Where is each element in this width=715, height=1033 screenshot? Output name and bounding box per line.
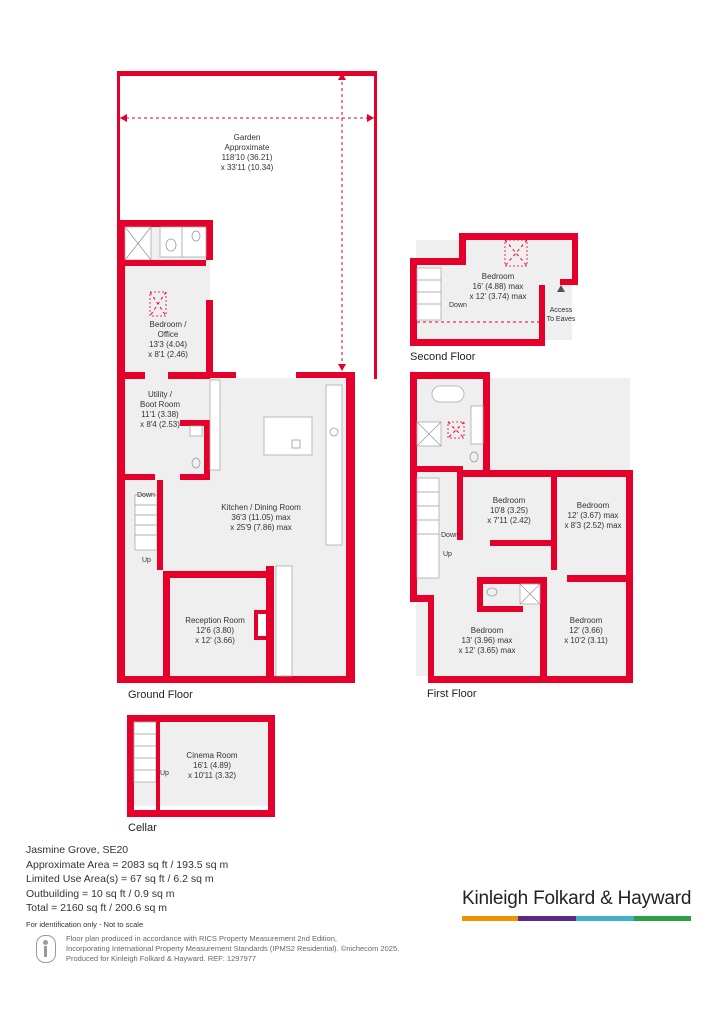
ground-floor-title: Ground Floor (128, 689, 193, 701)
r-l3: x 12' (3.66) (195, 636, 235, 645)
limited-use-area: Limited Use Area(s) = 67 sq ft / 6.2 sq m (26, 873, 214, 885)
disclaimer (66, 934, 399, 964)
c-l1: Cinema Room (186, 751, 238, 760)
disclaimer-line-2: Incorporating International Property Measurement Standards (IPMS2 Residential). ©nichecom 2025. (66, 944, 400, 953)
c-l2: 16'1 (4.89) (193, 761, 231, 770)
sb-l1: Bedroom (481, 272, 515, 281)
brand-bar-purple (518, 916, 576, 921)
outbuilding-area: Outbuilding = 10 sq ft / 0.9 sq m (26, 887, 175, 900)
kitchen-label (221, 503, 301, 532)
fd-l3: x 10'2 (3.11) (564, 636, 608, 645)
ut-l3: 11'1 (3.38) (141, 410, 179, 419)
fb-bedroom-d-label (564, 616, 608, 645)
approx-area: Approximate Area = 2083 sq ft / 193.5 sq m (26, 858, 229, 871)
ground-stairs-down: Down (137, 492, 155, 499)
ut-l1: Utility / (148, 390, 172, 399)
first-floor-title: First Floor (427, 688, 477, 700)
ground-floor-plan (117, 220, 355, 701)
fbb-l3: x 8'3 (2.52) max (564, 521, 622, 530)
fc-l2: 13' (3.96) max (461, 636, 513, 645)
second-stairs-down: Down (449, 302, 467, 309)
total-area: Total = 2160 sq ft / 200.6 sq m (26, 902, 167, 914)
garden-label (221, 133, 274, 172)
bo-l4: x 8'1 (2.46) (148, 350, 188, 359)
fa-l3: x 7'11 (2.42) (487, 516, 531, 525)
brand-bar-teal (576, 916, 634, 921)
property-info (26, 843, 228, 932)
k-l1: Kitchen / Dining Room (221, 503, 301, 512)
cellar-plan (127, 715, 275, 834)
person-icon (36, 935, 56, 963)
fc-l3: x 12' (3.65) max (458, 646, 516, 655)
cellar-title: Cellar (128, 822, 157, 834)
bedroom-office-label (148, 320, 188, 359)
fb-bedroom-a-label (487, 496, 531, 525)
bo-l3: 13'3 (4.04) (149, 340, 187, 349)
fbb-l1: Bedroom (576, 501, 610, 510)
sb-l2: 16' (4.88) max (472, 282, 524, 291)
ut-l2: Boot Room (139, 400, 181, 409)
ut-l4: x 8'4 (2.53) (140, 420, 180, 429)
k-l2: 36'3 (11.05) max (231, 513, 291, 522)
r-l1: Reception Room (185, 616, 245, 625)
fbb-l2: 12' (3.67) max (567, 511, 619, 520)
c-l3: x 10'11 (3.32) (187, 771, 237, 780)
address: Jasmine Grove, SE20 (26, 844, 129, 856)
cinema-label (186, 751, 237, 780)
garden-l3: 118'10 (36.21) (221, 153, 273, 162)
first-floor-plan (410, 372, 633, 700)
disclaimer-line-1: Floor plan produced in accordance with RICS Property Measurement 2nd Edition, (66, 934, 337, 943)
brand-bar-orange (462, 916, 518, 921)
cellar-stairs-up: Up (160, 770, 169, 777)
k-l3: x 25'9 (7.86) max (230, 523, 292, 532)
brand-bar-green (634, 916, 691, 921)
second-floor-plan (410, 233, 578, 363)
first-stairs-down: Down (441, 532, 459, 539)
fd-l1: Bedroom (569, 616, 603, 625)
bo-l2: Office (157, 330, 179, 339)
first-stairs-up: Up (443, 551, 452, 558)
fa-l1: Bedroom (492, 496, 526, 505)
garden-l1: Garden (233, 133, 261, 142)
fd-l2: 12' (3.66) (569, 626, 603, 635)
identification-note: For identification only - Not to scale (26, 919, 144, 929)
ae-l1: Access (549, 307, 573, 314)
ae-l2: To Eaves (546, 316, 576, 323)
garden-l4: x 33'11 (10.34) (220, 163, 274, 172)
bo-l1: Bedroom / (149, 320, 187, 329)
sb-l3: x 12' (3.74) max (469, 292, 527, 301)
ground-stairs-up: Up (142, 557, 151, 564)
r-l2: 12'6 (3.80) (196, 626, 234, 635)
garden-l2: Approximate (224, 143, 270, 152)
brand-logo-text: Kinleigh Folkard & Hayward (462, 888, 692, 909)
fc-l1: Bedroom (470, 626, 504, 635)
fa-l2: 10'8 (3.25) (490, 506, 528, 515)
disclaimer-line-3: Produced for Kinleigh Folkard & Hayward. REF: 1297977 (66, 954, 257, 963)
second-floor-title: Second Floor (410, 351, 476, 363)
